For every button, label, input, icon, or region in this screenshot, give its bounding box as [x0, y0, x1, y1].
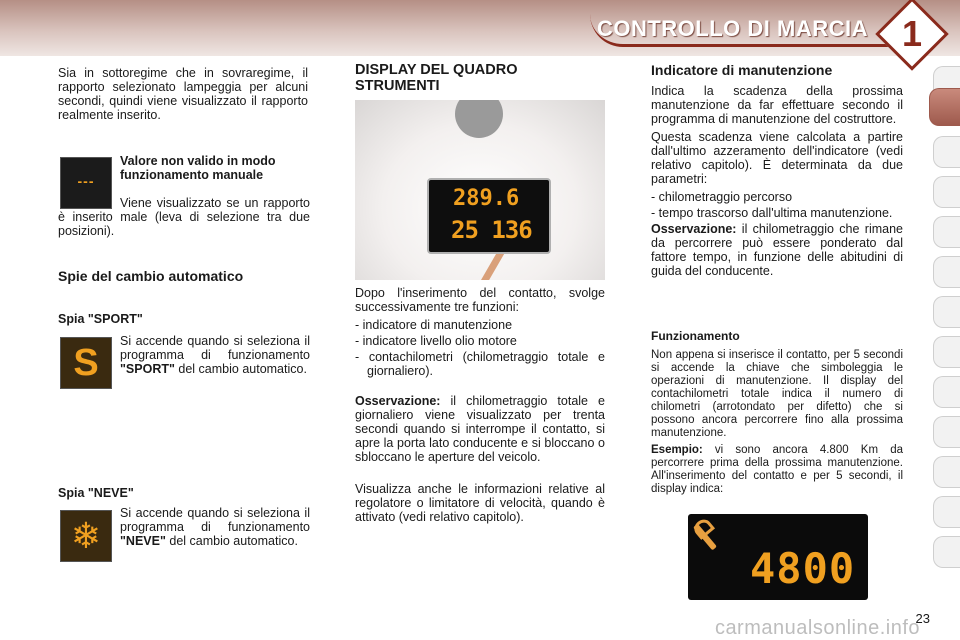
page-header: [0, 0, 960, 56]
chapter-tab[interactable]: [933, 336, 960, 368]
sport-text-end: del cambio automatico.: [174, 362, 307, 376]
maintenance-note-text: il chilometraggio che rimane da percorrere può essere ponderato dal fattore tempo, in funzione delle abitudini di guida del conducente.: [651, 222, 903, 278]
chapter-tab[interactable]: [933, 256, 960, 288]
chapter-number: 1: [901, 13, 923, 54]
invalid-gear-text: Viene visualizzato se un rapporto è inserito male (leva di selezione tra due posizioni).: [58, 196, 310, 238]
display-item-3-text: contachilometri (chilometraggio totale e giornaliero).: [367, 350, 605, 378]
chapter-tabs: [932, 66, 960, 576]
maintenance-p2: Questa scadenza viene calcolata a partire dall'ultimo azzeramento dell'indicatore (vedi relativo capitolo). È determinata da due parametri:: [651, 130, 903, 186]
display-item-2-text: indicatore livello olio motore: [362, 334, 517, 348]
maintenance-item-2: - tempo trascorso dall'ultima manutenzione.: [651, 206, 893, 220]
function-block: [651, 330, 903, 500]
neve-section: [58, 486, 310, 500]
maintenance-display-image: [688, 514, 868, 600]
display-item-2: - indicatore livello olio motore: [355, 334, 517, 348]
display-note: [355, 394, 605, 464]
lcd-panel: [427, 178, 551, 254]
invalid-gear-title: Valore non valido in modo funzionamento manuale: [120, 154, 276, 182]
sport-bold: "SPORT": [120, 362, 175, 376]
maintenance-item-2-text: tempo trascorso dall'ultima manutenzione.: [658, 206, 893, 220]
auto-section-title: Spie del cambio automatico: [58, 268, 244, 284]
function-text: Non appena si inserisce il contatto, per 5 secondi si accende la chiave che simboleggia le operazioni di manutenzione. Il display del contachilometri totale indica il numero di chilometri (arrotondato per difetto) che si possono ancora percorrere fino alla prossima manutenzione.: [651, 349, 903, 439]
maintenance-note: [651, 222, 903, 278]
neve-text: Si accende quando si seleziona il programma di funzionamento: [120, 506, 310, 534]
dial-hub: [455, 100, 503, 138]
watermark: carmanualsonline.info: [714, 617, 920, 639]
instrument-display-image: [355, 100, 605, 280]
snowflake-icon-glyph: ❄: [70, 515, 102, 556]
display-item-1: - indicatore di manutenzione: [355, 318, 513, 332]
sport-desc: [120, 334, 310, 380]
chapter-tab[interactable]: [933, 176, 960, 208]
page-number: 23: [915, 611, 930, 626]
page-title: CONTROLLO DI MARCIA: [596, 16, 868, 41]
chapter-tab-active[interactable]: [929, 88, 960, 126]
sport-text: Si accende quando si seleziona il programma di funzionamento: [120, 334, 310, 362]
invalid-gear-block: [120, 154, 310, 188]
left-column: [58, 66, 308, 126]
chapter-tab[interactable]: [933, 536, 960, 568]
neve-bold: "NEVE": [120, 534, 166, 548]
maintenance-item-1-text: chilometraggio percorso: [658, 190, 793, 204]
chapter-tab[interactable]: [933, 496, 960, 528]
display-item-3: - contachilometri (chilometraggio totale e giornaliero).: [355, 350, 605, 378]
auto-section: [58, 268, 310, 284]
snowflake-icon: [60, 510, 112, 562]
lcd-top-value: 289.6: [453, 186, 520, 211]
display-section-title: DISPLAY DEL QUADRO STRUMENTI: [355, 62, 518, 94]
chapter-tab[interactable]: [933, 296, 960, 328]
example-label: Esempio:: [651, 444, 703, 456]
example-body: vi sono ancora 4.800 Km da percorrere prima della prossima manutenzione. All'inserimento del contatto e per 5 secondi, il display indica:: [651, 444, 903, 495]
display-intro: Dopo l'inserimento del contatto, svolge successivamente tre funzioni:: [355, 286, 605, 314]
sport-icon-letter: S: [73, 342, 99, 384]
function-title: Funzionamento: [651, 329, 740, 343]
display-extra: Visualizza anche le informazioni relative al regolatore o limitatore di velocità, quando è attivato (vedi relativo capitolo).: [355, 482, 605, 524]
maintenance-item-1: - chilometraggio percorso: [651, 190, 793, 204]
chapter-tab[interactable]: [933, 216, 960, 248]
neve-title: Spia "NEVE": [58, 486, 134, 500]
chapter-tab[interactable]: [933, 416, 960, 448]
display-note-label: Osservazione:: [355, 394, 441, 408]
lcd-bottom-value: 25 136: [451, 216, 532, 244]
neve-desc: [120, 506, 310, 552]
middle-column: [355, 286, 605, 528]
maintenance-title: Indicatore di manutenzione: [651, 62, 833, 78]
sport-icon: [60, 337, 112, 389]
example-text: [651, 444, 903, 496]
maintenance-lcd-value: 4800: [750, 544, 856, 593]
maintenance-p1: Indica la scadenza della prossima manutenzione da far effettuare secondo il programma di manutenzione del costruttore.: [651, 84, 903, 126]
sport-section: [58, 312, 310, 326]
invalid-gear-icon-text: ---: [77, 173, 95, 189]
chapter-tab[interactable]: [933, 136, 960, 168]
chapter-tab[interactable]: [933, 456, 960, 488]
right-column: [651, 62, 903, 282]
neve-text-end: del cambio automatico.: [165, 534, 298, 548]
chapter-tab[interactable]: [933, 376, 960, 408]
invalid-gear-desc-block: [58, 196, 310, 242]
wrench-head-icon: [691, 516, 715, 540]
gear-intro-text: Sia in sottoregime che in sovraregime, il rapporto selezionato lampeggia per alcuni secondi, quindi viene visualizzato il rapporto realmente inserito.: [58, 66, 308, 122]
sport-title: Spia "SPORT": [58, 312, 143, 326]
display-item-1-text: indicatore di manutenzione: [362, 318, 513, 332]
maintenance-note-label: Osservazione:: [651, 222, 737, 236]
middle-title-block: [355, 62, 555, 94]
display-note-text: il chilometraggio totale e giornaliero viene visualizzato per trenta secondi quando si interrompe il contatto, si apre la porta lato conducente e si bloccano o sbloccano le aperture del veicolo.: [355, 394, 605, 464]
